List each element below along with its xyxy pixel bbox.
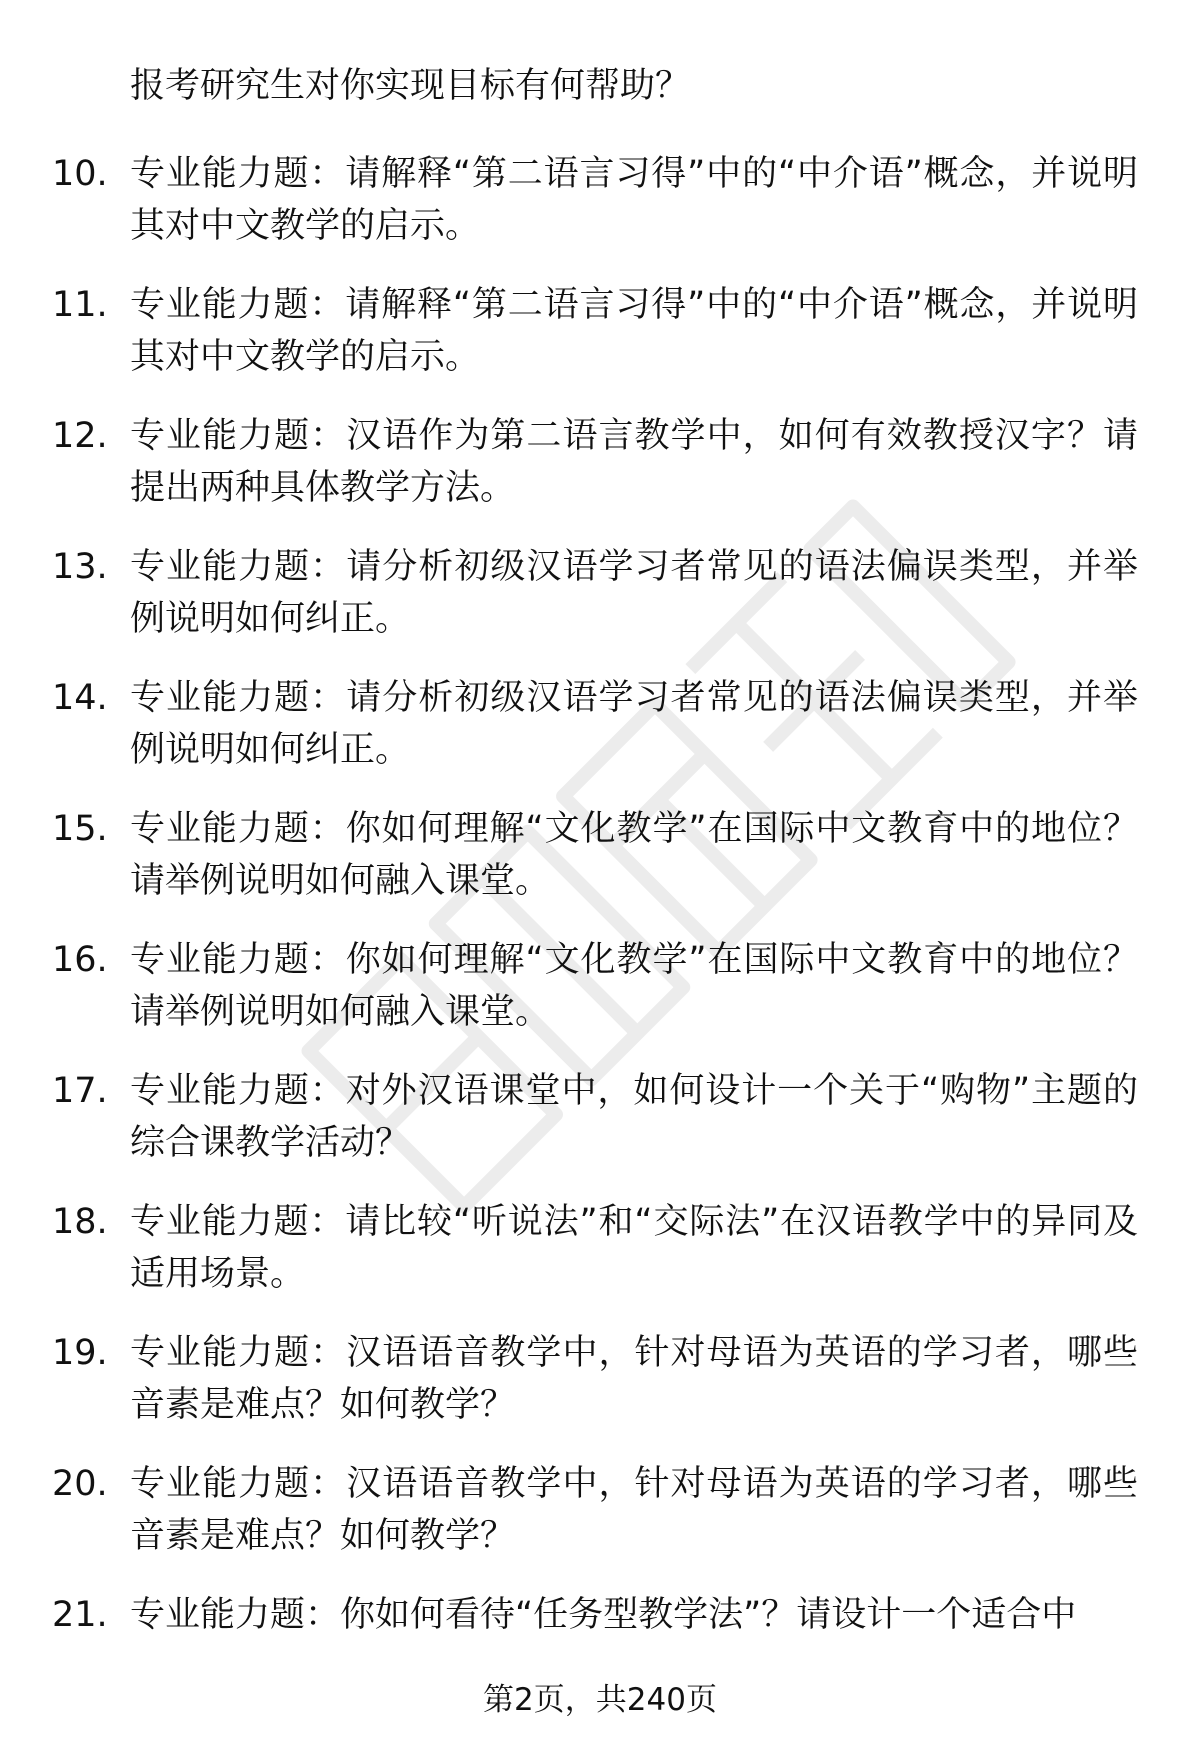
question-text: 专业能力题：你如何理解“文化教学”在国际中文教育中的地位？请举例说明如何融入课堂。 — [130, 940, 1138, 1032]
question-number: 16. — [52, 940, 108, 980]
question-number: 18. — [52, 1202, 108, 1242]
question-text: 专业能力题：汉语语音教学中，针对母语为英语的学习者，哪些音素是难点？如何教学？ — [130, 1464, 1138, 1556]
question-text: 专业能力题：汉语语音教学中，针对母语为英语的学习者，哪些音素是难点？如何教学？ — [130, 1333, 1138, 1425]
question-text: 专业能力题：请比较“听说法”和“交际法”在汉语教学中的异同及适用场景。 — [130, 1202, 1138, 1294]
question-number: 20. — [52, 1464, 108, 1504]
previous-question-continuation: 报考研究生对你实现目标有何帮助？ — [130, 66, 691, 106]
question-number: 10. — [52, 154, 108, 194]
question-text: 专业能力题：对外汉语课堂中，如何设计一个关于“购物”主题的综合课教学活动？ — [130, 1071, 1138, 1163]
list-item — [0, 1065, 1200, 1196]
question-text: 专业能力题：请分析初级汉语学习者常见的语法偏误类型，并举例说明如何纠正。 — [130, 678, 1138, 770]
question-number: 13. — [52, 547, 108, 587]
list-item — [0, 803, 1200, 934]
question-number: 19. — [52, 1333, 108, 1373]
question-number: 17. — [52, 1071, 108, 1111]
page-footer: 第2页，共240页 — [483, 1682, 717, 1718]
question-number: 12. — [52, 416, 108, 456]
question-list — [0, 148, 1200, 1720]
question-number: 15. — [52, 809, 108, 849]
question-text: 专业能力题：请解释“第二语言习得”中的“中介语”概念，并说明其对中文教学的启示。 — [130, 154, 1138, 246]
question-text: 专业能力题：请分析初级汉语学习者常见的语法偏误类型，并举例说明如何纠正。 — [130, 547, 1138, 639]
question-number: 21. — [52, 1595, 108, 1635]
list-item — [0, 672, 1200, 803]
list-item — [0, 541, 1200, 672]
question-text: 专业能力题：请解释“第二语言习得”中的“中介语”概念，并说明其对中文教学的启示。 — [130, 285, 1138, 377]
list-item — [0, 934, 1200, 1065]
question-text: 专业能力题：你如何理解“文化教学”在国际中文教育中的地位？请举例说明如何融入课堂。 — [130, 809, 1138, 901]
list-item — [0, 1327, 1200, 1458]
question-text: 专业能力题：你如何看待“任务型教学法”？请设计一个适合中 — [130, 1595, 1077, 1635]
question-text: 专业能力题：汉语作为第二语言教学中，如何有效教授汉字？请提出两种具体教学方法。 — [130, 416, 1138, 508]
list-item — [0, 279, 1200, 410]
list-item — [0, 1458, 1200, 1589]
question-number: 11. — [52, 285, 108, 325]
list-item — [0, 1196, 1200, 1327]
list-item — [0, 410, 1200, 541]
list-item — [0, 148, 1200, 279]
question-number: 14. — [52, 678, 108, 718]
